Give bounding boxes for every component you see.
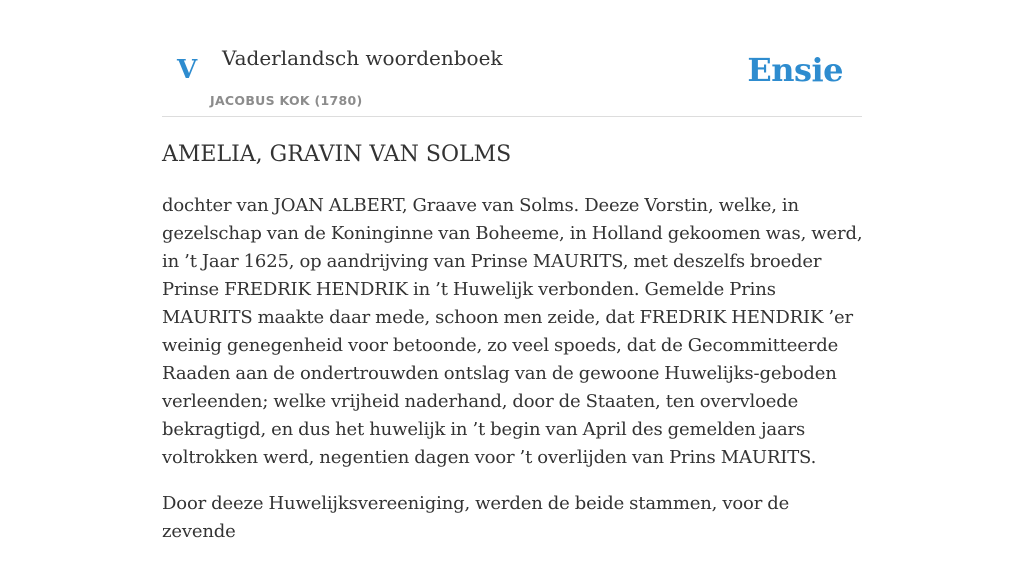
entry-paragraph: dochter van JOAN ALBERT, Graave van Solms. Deeze Vorstin, welke, in gezelschap van de Koninginne van Boheeme, in Holland gekoomen was, werd, in ’t Jaar 1625, op aandrijving van Prinse MAURITS, met deszelfs broeder Prinse FREDRIK HENDRIK in ’t Huwelijk verbonden. Gemelde Prins MAURITS maakte daar mede, schoon men zeide, dat FREDRIK HENDRIK ’er weinig genegenheid voor betoonde, zo veel spoeds, dat de Gecommitteerde Raaden aan de ondertrouwden ontslag van de gewoone Huwelijks-geboden verleenden; welke vrijheid naderhand, door de Staaten, ten overvloede bekragtigd, en dus het huwelijk in ’t begin van April des gemelden jaars voltrokken werd, negentien dagen voor ’t overlijden van Prins MAURITS.	[162, 195, 863, 468]
entry-paragraph: Door deeze Huwelijksvereeniging, werden de beide stammen, voor de zevende	[162, 493, 790, 542]
book-author: JACOBUS KOK (1780)	[210, 93, 363, 108]
ensie-logo-link[interactable]: Ensie	[747, 51, 843, 89]
index-letter[interactable]: V	[177, 55, 198, 85]
header	[162, 0, 862, 117]
entry-title: AMELIA, GRAVIN VAN SOLMS	[162, 142, 512, 167]
book-title[interactable]: Vaderlandsch woordenboek	[222, 46, 503, 70]
entry-body	[162, 192, 867, 564]
